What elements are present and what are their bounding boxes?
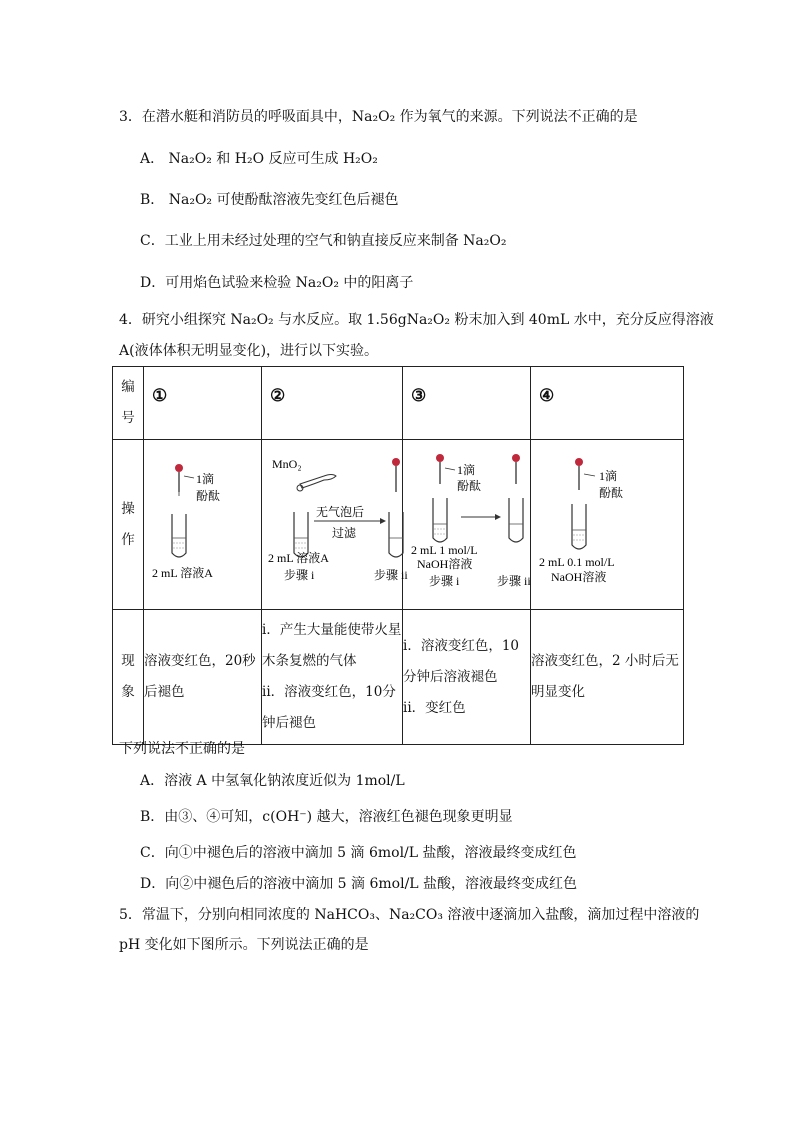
q3-option-c: C．工业上用未经过处理的空气和钠直接反应来制备 Na₂O₂: [140, 233, 507, 249]
dropper-bulb-icon: [436, 454, 444, 462]
op2-arrow-top-label: 无气泡后: [316, 505, 365, 519]
op2-solution-label: 2 mL 溶液A: [268, 551, 329, 565]
exp-number-3: ③: [411, 386, 427, 406]
q3-option-b: B． Na₂O₂ 可使酚酞溶液先变红色后褪色: [140, 192, 399, 208]
dropper-bulb-icon: [575, 458, 583, 466]
q3-stem: 3．在潜水艇和消防员的呼吸面具中，Na₂O₂ 作为氧气的来源。下列说法不正确的是: [119, 109, 638, 125]
op3-solution-line2: NaOH溶液: [417, 557, 473, 571]
q4-option-a: A．溶液 A 中氢氧化钠浓度近似为 1mol/L: [140, 773, 405, 789]
op2-catalyst-label: MnO₂: [272, 457, 302, 471]
q4-question: 下列说法不正确的是: [119, 741, 245, 757]
apparatus-2-diagram: [262, 440, 408, 597]
q4-option-b: B．由③、④可知，c(OH⁻) 越大，溶液红色褪色现象更明显: [140, 809, 513, 825]
op1-drop-label: 1滴: [196, 472, 215, 486]
apparatus-1-diagram: [144, 440, 262, 597]
experiment-table: [112, 366, 684, 745]
row-label-number: 编 号: [113, 367, 144, 440]
op4-solution-line2: NaOH溶液: [551, 570, 607, 584]
op3-step2-label: 步骤 ii: [497, 574, 531, 588]
q5-stem-line2: pH 变化如下图所示。下列说法正确的是: [119, 937, 369, 953]
operation-4: [531, 440, 684, 610]
op3-reagent-label: 酚酞: [457, 479, 482, 493]
operation-1: [144, 440, 262, 610]
test-tube-icon: [433, 498, 447, 542]
phenomenon-1: 溶液变红色，20秒后褪色: [144, 610, 262, 745]
test-tube-icon: [389, 512, 403, 557]
exp-number-1: ①: [152, 386, 168, 406]
row-label-phenomenon: 现 象: [113, 610, 144, 745]
table-row-number: [113, 367, 684, 440]
op3-step1-label: 步骤 i: [429, 574, 460, 588]
operation-2: [262, 440, 408, 610]
op2-step2-label: 步骤 ii: [374, 568, 408, 582]
phenomenon-2: i．产生大量能使带火星木条复燃的气体 ii．溶液变红色，10分钟后褪色: [262, 610, 403, 745]
op3-solution-line1: 2 mL 1 mol/L: [411, 543, 478, 557]
op3-drop-label: 1滴: [457, 463, 476, 477]
op4-drop-label: 1滴: [599, 469, 618, 483]
test-tube-icon: [172, 514, 186, 557]
apparatus-3-diagram: [403, 440, 531, 597]
phenomenon-3: i．溶液变红色，10分钟后溶液褪色 ii．变红色: [403, 610, 531, 745]
op4-reagent-label: 酚酞: [599, 486, 624, 500]
q3-option-d: D．可用焰色试验来检验 Na₂O₂ 中的阳离子: [140, 275, 414, 291]
dropper-bulb-icon: [392, 458, 400, 466]
test-tube-icon: [572, 504, 586, 549]
exp-number-4: ④: [539, 386, 555, 406]
op2-arrow-bottom-label: 过滤: [332, 526, 357, 540]
q4-stem-line2: A(液体体积无明显变化)，进行以下实验。: [119, 343, 379, 359]
dropper-bulb-icon: [512, 454, 520, 462]
q5-stem-line1: 5．常温下，分别向相同浓度的 NaHCO₃、Na₂CO₃ 溶液中逐滴加入盐酸，滴加过程中溶液的: [119, 907, 700, 923]
q4-option-c: C．向①中褪色后的溶液中滴加 5 滴 6mol/L 盐酸，溶液最终变成红色: [140, 845, 577, 861]
apparatus-4-diagram: [531, 440, 684, 597]
operation-3: [403, 440, 531, 610]
q4-option-d: D．向②中褪色后的溶液中滴加 5 滴 6mol/L 盐酸，溶液最终变成红色: [140, 876, 578, 892]
op2-step1-label: 步骤 i: [284, 568, 315, 582]
test-tube-icon: [509, 498, 523, 542]
q4-stem-line1: 4．研究小组探究 Na₂O₂ 与水反应。取 1.56gNa₂O₂ 粉末加入到 40mL 水中，充分反应得溶液: [119, 312, 714, 328]
table-row-phenomenon: [113, 610, 684, 745]
spatula-icon: [300, 475, 336, 489]
table-row-operation: [113, 440, 684, 610]
op4-solution-line1: 2 mL 0.1 mol/L: [539, 555, 615, 569]
op1-solution-label: 2 mL 溶液A: [152, 566, 213, 580]
row-label-operation: 操 作: [113, 440, 144, 610]
phenomenon-4: 溶液变红色，2 小时后无明显变化: [531, 610, 684, 745]
exp-number-2: ②: [270, 386, 286, 406]
q3-option-a: A． Na₂O₂ 和 H₂O 反应可生成 H₂O₂: [140, 151, 378, 167]
op1-reagent-label: 酚酞: [196, 489, 221, 503]
dropper-bulb-icon: [175, 464, 183, 472]
